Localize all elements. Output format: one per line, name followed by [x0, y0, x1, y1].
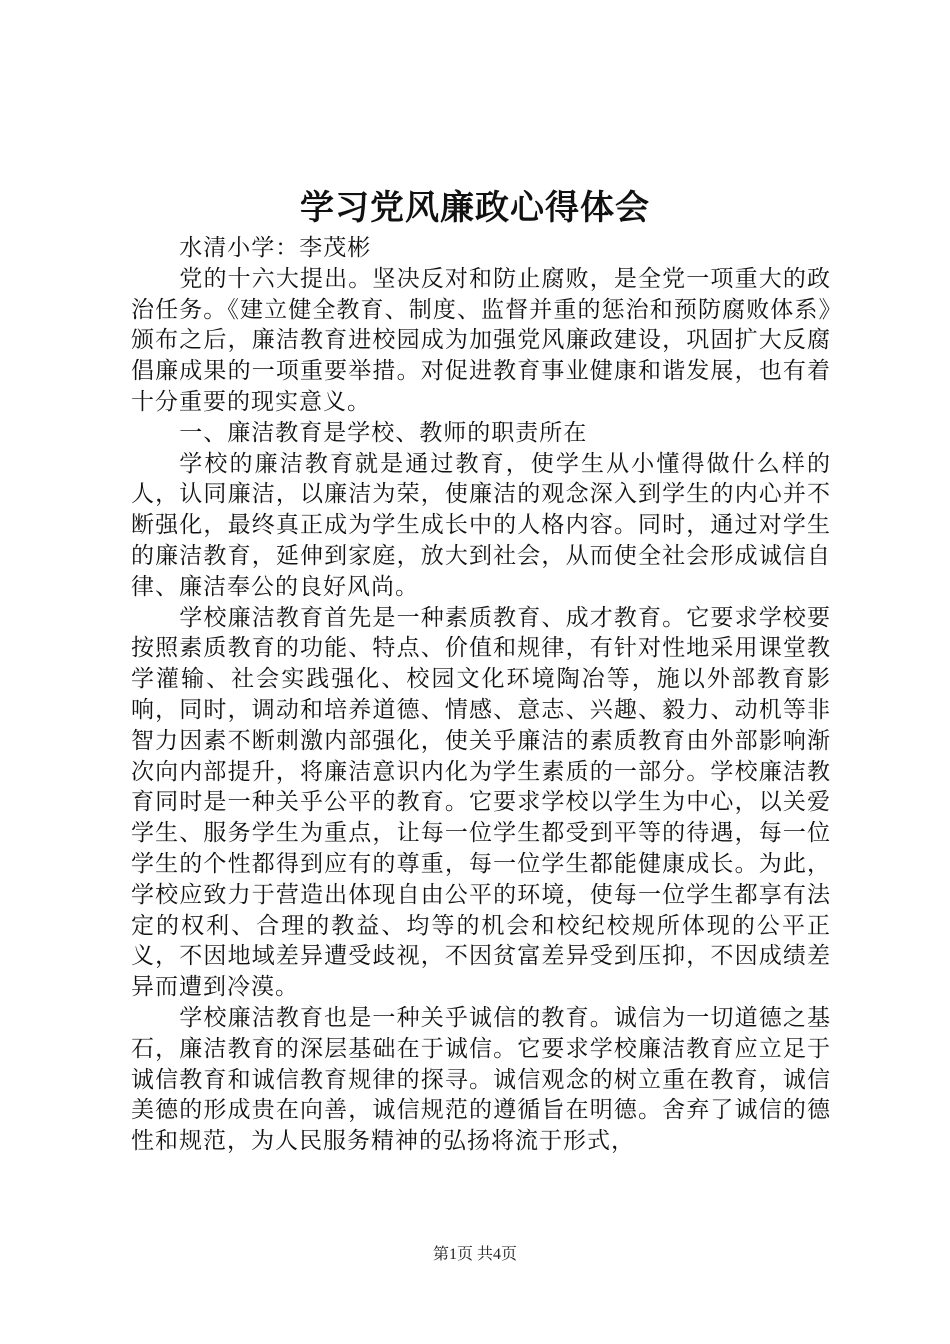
- document-title: 学习党风廉政心得体会: [300, 188, 650, 228]
- author-line: 水清小学：李茂彬: [179, 235, 372, 261]
- paragraph-section1-b: 学校廉洁教育首先是一种素质教育、成才教育。它要求学校要按照素质教育的功能、特点、价值和规律，有针对性地采用课堂教学灌输、社会实践强化、校园文化环境陶冶等，施以外部教育影响，同时，调动和培养道德、情感、意志、兴趣、毅力、动机等非智力因素不断刺激内部强化，使关乎廉洁的素质教育由外部影响渐次向内部提升，将廉洁意识内化为学生素质的一部分。学校廉洁教育同时是一种关乎公平的教育。它要求学校以学生为中心，以关爱学生、服务学生为重点，让每一位学生都受到平等的待遇，每一位学生的个性都得到应有的尊重，每一位学生都能健康成长。为此，学校应致力于营造出体现自由公平的环境，使每一位学生都享有法定的权利、合理的教益、均等的机会和校纪校规所体现的公平正义，不因地域差异遭受歧视，不因贫富差异受到压抑，不因成绩差异而遭到冷漠。: [131, 604, 831, 1001]
- paragraph-section1-c: 学校廉洁教育也是一种关乎诚信的教育。诚信为一切道德之基石，廉洁教育的深层基础在于诚信。它要求学校廉洁教育应立足于诚信教育和诚信教育规律的探寻。诚信观念的树立重在教育，诚信美德的形成贵在向善，诚信规范的遵循旨在明德。舍弃了诚信的德性和规范，为人民服务精神的弘扬将流于形式，: [131, 1004, 831, 1155]
- paragraph-intro: 党的十六大提出。坚决反对和防止腐败，是全党一项重大的政治任务。《建立健全教育、制度、监督并重的惩治和预防腐败体系》颁布之后，廉洁教育进校园成为加强党风廉政建设，巩固扩大反腐倡廉成果的一项重要举措。对促进教育事业健康和谐发展，也有着十分重要的现实意义。: [131, 265, 831, 415]
- section-heading-1: 一、廉洁教育是学校、教师的职责所在: [179, 419, 588, 446]
- paragraph-section1-a: 学校的廉洁教育就是通过教育，使学生从小懂得做什么样的人，认同廉洁，以廉洁为荣，使廉洁的观念深入到学生的内心并不断强化，最终真正成为学生成长中的人格内容。同时，通过对学生的廉洁教育，延伸到家庭，放大到社会，从而使全社会形成诚信自律、廉洁奉公的良好风尚。: [131, 450, 831, 600]
- document-body: [131, 233, 831, 1157]
- page-footer: 第1页 共4页: [432, 1246, 517, 1263]
